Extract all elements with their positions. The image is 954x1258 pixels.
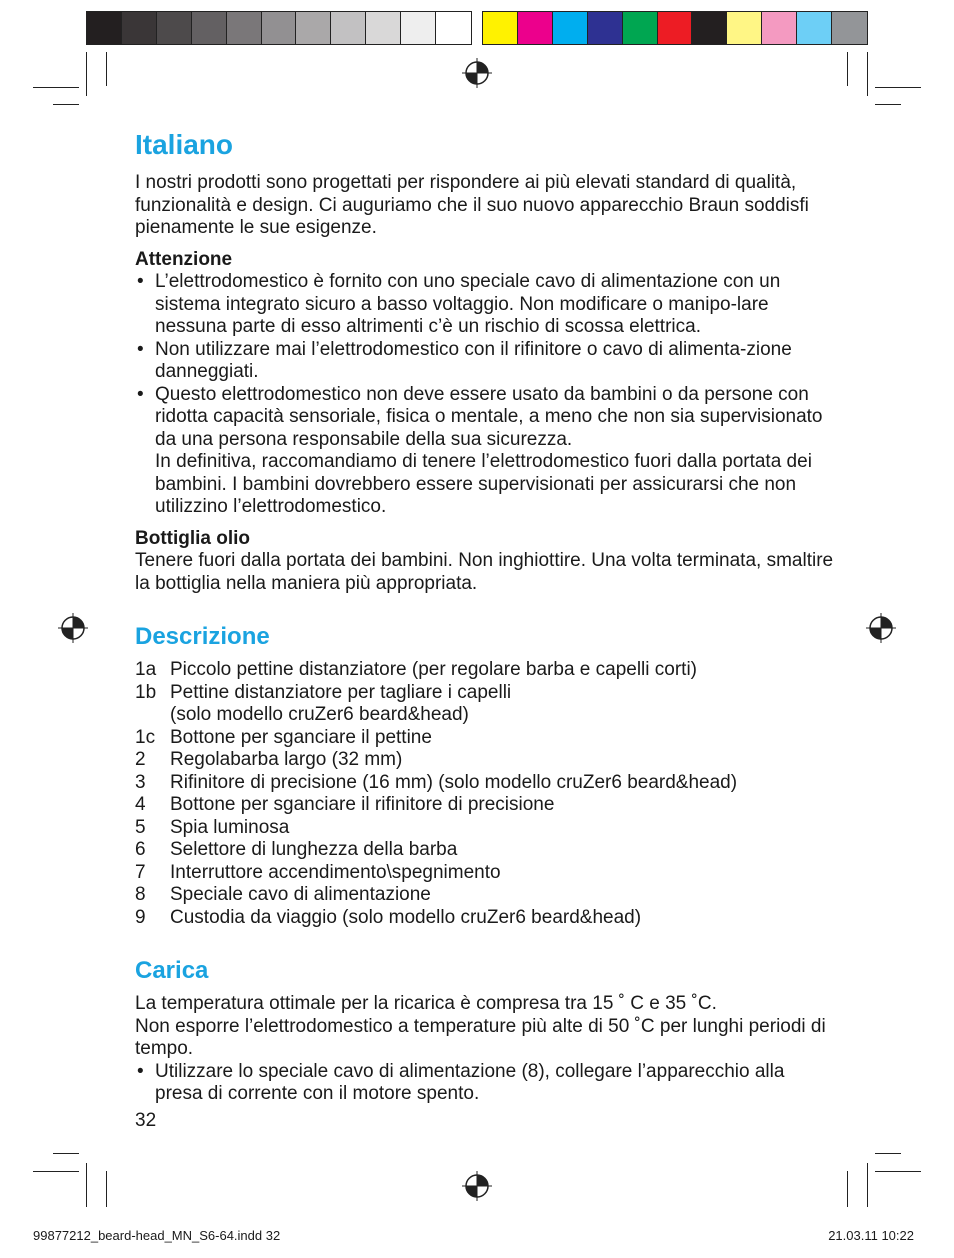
- list-item-text: Non utilizzare mai l’elettrodomestico con il rifinitore o cavo di alimenta-zione danneggiati.: [155, 338, 792, 382]
- crop-mark: [847, 52, 848, 86]
- crop-mark: [86, 1163, 87, 1207]
- color-swatch: [366, 12, 401, 44]
- registration-mark-icon: [462, 1171, 492, 1201]
- crop-mark: [33, 87, 79, 88]
- color-swatch: [192, 12, 227, 44]
- bullet-icon: •: [137, 383, 144, 405]
- item-number: 5: [135, 816, 146, 838]
- color-swatch: [401, 12, 436, 44]
- crop-mark: [867, 52, 868, 96]
- page-content: [135, 128, 835, 1106]
- bullet-icon: •: [137, 271, 144, 292]
- list-item: [135, 659, 835, 682]
- registration-mark-icon: [462, 58, 492, 88]
- crop-mark: [875, 1153, 901, 1154]
- color-swatch: [727, 12, 762, 44]
- list-item: [135, 1061, 835, 1106]
- color-swatch: [227, 12, 262, 44]
- crop-mark: [53, 1153, 79, 1154]
- list-item: [135, 727, 835, 750]
- item-number: 1c: [135, 726, 156, 748]
- intro-paragraph: I nostri prodotti sono progettati per rispondere ai più elevati standard di qualità, funzionalità e design. Ci auguriamo che il suo nuovo apparecchio Braun soddisfi pienamente le sue esigenze.: [135, 172, 809, 238]
- parts-list: [135, 659, 835, 929]
- list-item: [135, 384, 835, 519]
- list-item: [135, 704, 835, 727]
- item-number: 4: [135, 794, 146, 815]
- list-item-text: L’elettrodomestico è fornito con uno speciale cavo di alimentazione con un sistema integrato sicuro a basso voltaggio. Non modificare o manipo-lare nessuna parte di esso altrimenti c’è un rischio di scossa elettrica.: [155, 271, 781, 337]
- charging-paragraph: Non esporre l’elettrodomestico a temperature più alte di 50 ˚C per lunghi periodi di tempo.: [135, 1015, 826, 1059]
- list-item: [135, 682, 835, 705]
- item-number: 2: [135, 749, 146, 770]
- color-swatch: [832, 12, 867, 44]
- item-number: [135, 704, 170, 727]
- crop-mark: [867, 1163, 868, 1207]
- crop-mark: [847, 1171, 848, 1207]
- attention-list: [135, 271, 835, 519]
- crop-mark: [106, 1171, 107, 1207]
- list-item: [135, 862, 835, 885]
- crop-mark: [33, 1171, 79, 1172]
- charging-heading: Carica: [135, 957, 209, 984]
- list-item: [135, 271, 835, 339]
- item-text: Interruttore accendimento\spegnimento: [170, 861, 501, 883]
- oil-heading: Bottiglia olio: [135, 527, 251, 549]
- list-item: [135, 794, 835, 817]
- item-number: 6: [135, 839, 146, 860]
- grayscale-color-bar: [86, 11, 472, 45]
- description-heading: Descrizione: [135, 623, 270, 650]
- color-swatch: [762, 12, 797, 44]
- list-item: [135, 749, 835, 772]
- list-item: [135, 817, 835, 840]
- attention-heading: Attenzione: [135, 248, 233, 270]
- list-item: [135, 884, 835, 907]
- item-number: 1b: [135, 681, 157, 703]
- bullet-icon: •: [137, 1060, 144, 1082]
- item-text: (solo modello cruZer6 beard&head): [170, 704, 469, 725]
- item-text: Custodia da viaggio (solo modello cruZer6 beard&head): [170, 906, 642, 928]
- color-swatch: [262, 12, 297, 44]
- color-swatch: [436, 12, 471, 44]
- item-number: 8: [135, 884, 146, 905]
- item-number: 3: [135, 771, 146, 793]
- color-swatch: [87, 12, 122, 44]
- list-item: [135, 907, 835, 930]
- color-swatch: [518, 12, 553, 44]
- registration-mark-icon: [866, 613, 896, 643]
- item-text: Speciale cavo di alimentazione: [170, 884, 431, 905]
- oil-paragraph: Tenere fuori dalla portata dei bambini. Non inghiottire. Una volta terminata, smaltire la bottiglia nella maniera più appropriata.: [135, 550, 834, 594]
- crop-mark: [53, 104, 79, 105]
- color-swatch: [797, 12, 832, 44]
- color-swatch: [588, 12, 623, 44]
- process-color-bar: [482, 11, 868, 45]
- color-swatch: [658, 12, 693, 44]
- list-item-continuation: In definitiva, raccomandiamo di tenere l’elettrodomestico fuori dalla portata dei bambini. I bambini dovrebbero essere supervisionati per assicurarsi che non utilizzino l’elettrodomestico.: [155, 451, 812, 517]
- list-item-text: Utilizzare lo speciale cavo di alimentazione (8), collegare l’apparecchio alla presa di corrente con il motore spento.: [155, 1060, 785, 1104]
- crop-mark: [875, 87, 921, 88]
- color-swatch: [553, 12, 588, 44]
- item-text: Bottone per sganciare il rifinitore di precisione: [170, 794, 555, 815]
- item-text: Spia luminosa: [170, 816, 290, 838]
- item-text: Rifinitore di precisione (16 mm) (solo modello cruZer6 beard&head): [170, 771, 738, 793]
- item-text: Bottone per sganciare il pettine: [170, 726, 432, 748]
- item-number: 9: [135, 906, 146, 928]
- charging-list: [135, 1061, 835, 1106]
- crop-mark: [86, 52, 87, 96]
- list-item: [135, 839, 835, 862]
- color-swatch: [122, 12, 157, 44]
- item-number: 1a: [135, 659, 157, 680]
- charging-paragraph: La temperatura ottimale per la ricarica è compresa tra 15 ˚ C e 35 ˚C.: [135, 993, 717, 1014]
- footer-file-info: 99877212_beard-head_MN_S6-64.indd 32: [33, 1228, 281, 1243]
- item-text: Selettore di lunghezza della barba: [170, 839, 458, 860]
- list-item: [135, 772, 835, 795]
- color-swatch: [623, 12, 658, 44]
- page-number: 32: [135, 1110, 157, 1131]
- registration-mark-icon: [58, 613, 88, 643]
- item-text: Regolabarba largo (32 mm): [170, 749, 403, 770]
- color-swatch: [157, 12, 192, 44]
- item-text: Piccolo pettine distanziatore (per regolare barba e capelli corti): [170, 659, 697, 680]
- page-title: Italiano: [135, 129, 234, 160]
- item-text: Pettine distanziatore per tagliare i capelli: [170, 681, 512, 703]
- list-item: [135, 339, 835, 384]
- crop-mark: [106, 52, 107, 86]
- list-item-text: Questo elettrodomestico non deve essere usato da bambini o da persone con ridotta capacità sensoriale, fisica o mentale, a meno che non sia supervisionato da una persona responsabile della sua sicurezza.: [155, 383, 823, 450]
- item-number: 7: [135, 861, 146, 883]
- bullet-icon: •: [137, 338, 144, 360]
- color-swatch: [296, 12, 331, 44]
- color-swatch: [331, 12, 366, 44]
- color-swatch: [483, 12, 518, 44]
- crop-mark: [875, 104, 901, 105]
- crop-mark: [875, 1171, 921, 1172]
- color-swatch: [692, 12, 727, 44]
- footer-timestamp: 21.03.11 10:22: [828, 1228, 914, 1243]
